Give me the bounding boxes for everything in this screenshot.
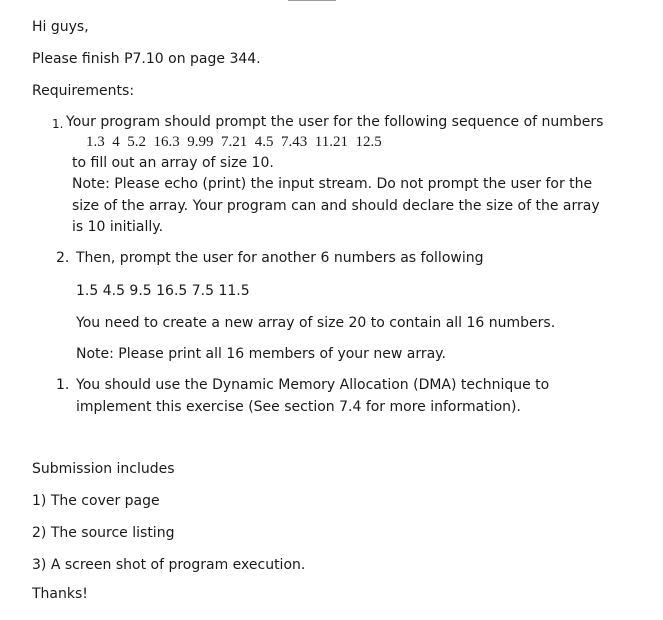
submission-item-cover: 1) The cover page [32, 493, 160, 509]
submission-item-screenshot: 3) A screen shot of program execution. [32, 557, 306, 573]
item1-fill-line: to fill out an array of size 10. [72, 155, 274, 171]
item2-text: Then, prompt the user for another 6 numbers as following [76, 250, 484, 266]
list-number-2: 2. [56, 250, 70, 266]
item2-create-line: You need to create a new array of size 20 to contain all 16 numbers. [76, 315, 556, 331]
item1-note-line3: is 10 initially. [72, 219, 164, 235]
item1-note-line2: size of the array. Your program can and should declare the size of the array [72, 198, 600, 214]
number-sequence-2: 1.5 4.5 9.5 16.5 7.5 11.5 [76, 283, 250, 299]
submission-heading: Submission includes [32, 461, 175, 477]
item1-note-line1: Note: Please echo (print) the input stream. Do not prompt the user for the [72, 176, 593, 192]
item1-text: Your program should prompt the user for the following sequence of numbers [66, 114, 604, 130]
list-number-1: 1. [52, 117, 64, 131]
number-sequence-1: 1.3 4 5.2 16.3 9.99 7.21 4.5 7.43 11.21 12.5 [86, 134, 382, 150]
top-divider [288, 0, 336, 1]
item2-note-line: Note: Please print all 16 members of your new array. [76, 346, 446, 362]
requirements-heading: Requirements: [32, 83, 135, 99]
greeting: Hi guys, [32, 19, 89, 35]
list-number-3: 1. [56, 377, 70, 393]
closing-text: Thanks! [32, 586, 88, 602]
instruction-text: Please finish P7.10 on page 344. [32, 51, 261, 67]
item3-line2: implement this exercise (See section 7.4 for more information). [76, 399, 521, 415]
item3-line1: You should use the Dynamic Memory Allocation (DMA) technique to [76, 377, 550, 393]
submission-item-source: 2) The source listing [32, 525, 175, 541]
